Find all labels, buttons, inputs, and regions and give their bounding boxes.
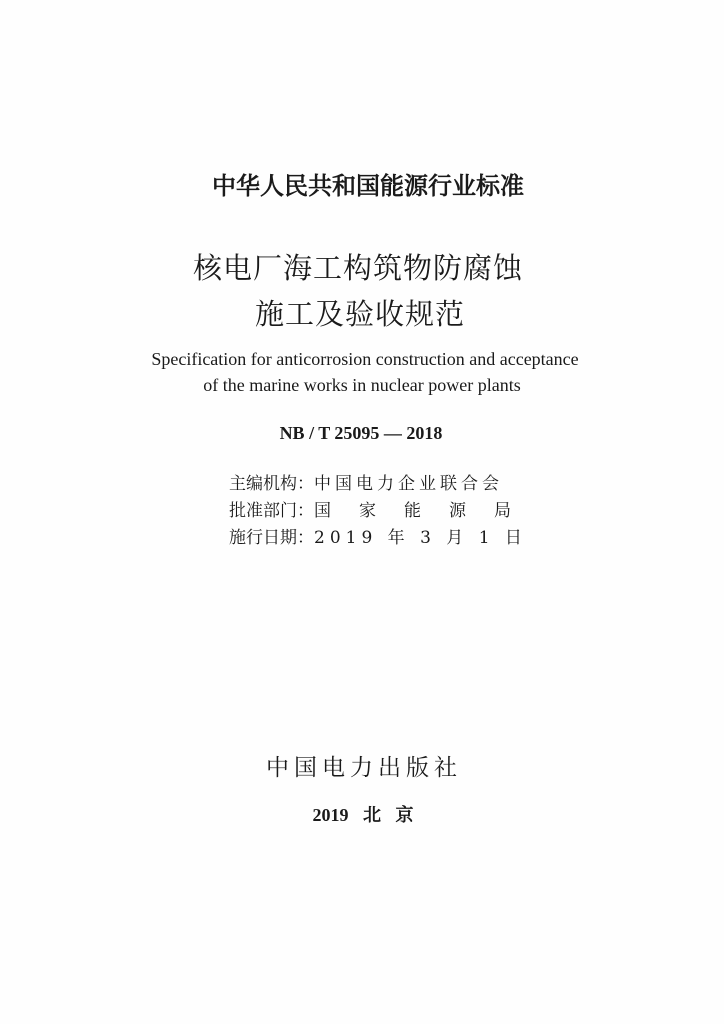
approval-char: 家 <box>359 501 376 521</box>
publisher: 中国电力出版社 <box>266 755 462 781</box>
approval-label: 批准部门： <box>229 501 314 521</box>
title-chinese-line-2: 施工及验收规范 <box>254 297 465 331</box>
publication-year-place: 2019 北 京 <box>312 805 414 825</box>
effective-value: 2019 年 3 月 1 日 <box>314 528 527 548</box>
approval-value <box>314 496 539 521</box>
effective-label: 施行日期： <box>229 528 314 548</box>
organization-label: 主编机构： <box>229 474 314 494</box>
title-english-line-2: of the marine works in nuclear power plants <box>203 375 521 395</box>
standard-category: 中华人民共和国能源行业标准 <box>212 172 524 200</box>
approval-char: 局 <box>494 501 511 521</box>
approval-char: 国 <box>314 501 331 521</box>
effective-date <box>229 523 529 548</box>
standard-number: NB / T 25095 — 2018 <box>279 423 443 443</box>
approval-char: 能 <box>404 501 421 521</box>
approval-char: 源 <box>449 501 466 521</box>
approval-department <box>229 496 529 521</box>
chief-editing-organization <box>229 469 529 494</box>
organization-value: 中国电力企业联合会 <box>314 474 503 494</box>
title-chinese-line-1: 核电厂海工构筑物防腐蚀 <box>192 251 523 285</box>
title-english-line-1: Specification for anticorrosion construction and acceptance <box>151 349 579 369</box>
